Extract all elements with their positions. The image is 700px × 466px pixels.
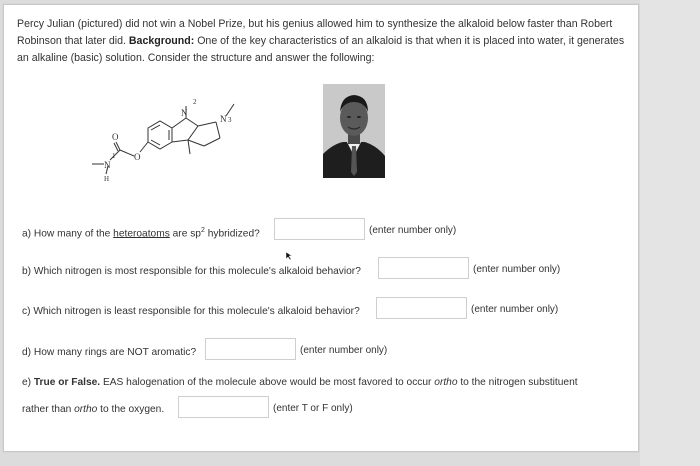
answer-b-input[interactable] bbox=[378, 257, 469, 279]
label-n3: 3 bbox=[228, 116, 232, 124]
answer-a-hint: (enter number only) bbox=[369, 225, 457, 236]
atom-n3: N bbox=[220, 114, 227, 124]
intro-paragraph bbox=[17, 16, 627, 67]
atom-o-ester: O bbox=[134, 152, 141, 162]
answer-c-hint: (enter number only) bbox=[471, 304, 559, 315]
question-e-mid1: EAS halogenation of the molecule above would be most favored to occur bbox=[100, 377, 435, 388]
answer-c-input[interactable] bbox=[376, 297, 467, 319]
portrait-photo bbox=[323, 84, 385, 178]
question-e-line2-post: to the oxygen. bbox=[97, 404, 165, 415]
superscript-2: 2 bbox=[200, 227, 205, 234]
question-e-line1 bbox=[22, 377, 578, 388]
background-label: Background: bbox=[128, 35, 195, 47]
answer-b-hint: (enter number only) bbox=[473, 264, 561, 275]
answer-e-hint: (enter T or F only) bbox=[273, 403, 353, 414]
answer-a-input[interactable] bbox=[274, 218, 365, 240]
ortho-term-2: ortho bbox=[74, 404, 98, 415]
label-n1: 1 bbox=[112, 152, 116, 160]
question-a-mid: are sp bbox=[169, 228, 201, 240]
question-e-prefix: e) bbox=[22, 377, 34, 388]
question-d: d) How many rings are NOT aromatic? bbox=[22, 347, 197, 358]
atom-n2: N bbox=[181, 108, 188, 118]
question-e-line2 bbox=[22, 404, 164, 415]
ortho-term-1: ortho bbox=[434, 377, 458, 388]
question-e-mid2: to the nitrogen substituent bbox=[457, 377, 578, 388]
label-n2: 2 bbox=[193, 98, 197, 106]
background-strip bbox=[640, 0, 700, 466]
question-c: c) Which nitrogen is least responsible for this molecule's alkaloid behavior? bbox=[22, 306, 360, 317]
answer-d-input[interactable] bbox=[205, 338, 296, 360]
atom-n1: N bbox=[104, 160, 111, 170]
mouse-cursor-icon bbox=[285, 251, 293, 261]
answer-e-input[interactable] bbox=[178, 396, 269, 418]
question-b: b) Which nitrogen is most responsible for this molecule's alkaloid behavior? bbox=[22, 266, 361, 277]
intro-text-2: One of the key characteristics of an alkaloid is that when it is placed into water, it generates an alkaline (basic) solution. Consider the structure and answer the following: bbox=[17, 35, 625, 64]
question-e-line2-pre: rather than bbox=[22, 404, 75, 415]
true-false-label: True or False. bbox=[33, 377, 101, 388]
heteroatoms-link[interactable]: heteroatoms bbox=[113, 228, 170, 240]
question-a bbox=[22, 227, 260, 239]
atom-h: H bbox=[104, 175, 110, 183]
question-a-post: hybridized? bbox=[204, 228, 260, 240]
intro-text-1: Percy Julian (pictured) did not win a Nobel Prize, but his genius allowed him to synthesize the alkaloid below faster than Robert Robinson that later did. bbox=[17, 18, 613, 47]
question-a-text: a) How many of the bbox=[22, 228, 114, 240]
answer-d-hint: (enter number only) bbox=[300, 345, 388, 356]
atom-o-carbonyl: O bbox=[112, 132, 119, 142]
molecule-structure bbox=[78, 80, 258, 192]
